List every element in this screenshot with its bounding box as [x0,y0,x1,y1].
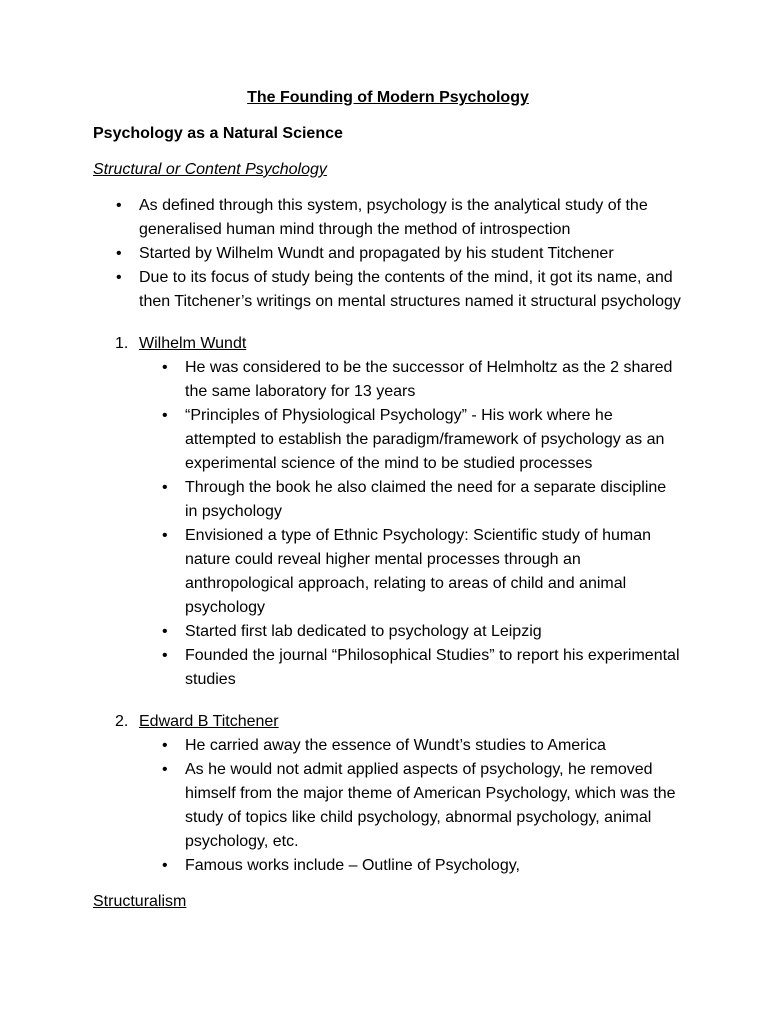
bullet-icon: • [162,761,168,778]
bullet-icon: • [116,245,122,262]
document-page [93,86,683,914]
list-item [93,734,683,758]
person-heading [93,332,683,356]
list-item-text: He was considered to be the successor of Helmholtz as the 2 shared the same laboratory for 13 years [185,359,673,400]
bullet-icon: • [162,647,168,664]
person-points-list [93,356,683,692]
person-points-list [93,734,683,878]
list-number: 1. [115,335,129,352]
list-item [93,854,683,878]
bullet-icon: • [162,737,168,754]
list-item [93,644,683,692]
list-item-text: As he would not admit applied aspects of psychology, he removed himself from the major theme of American Psychology, which was the study of topics like child psychology, abnormal psychology, animal psychology, etc. [185,761,676,850]
list-item-text: Famous works include – Outline of Psychology, [185,857,520,874]
bullet-icon: • [162,623,168,640]
list-item [93,620,683,644]
list-item-text: As defined through this system, psychology is the analytical study of the generalised human mind through the method of introspection [139,197,648,238]
bullet-icon: • [116,269,122,286]
bullet-icon: • [162,359,168,376]
list-item-text: Started first lab dedicated to psychology at Leipzig [185,623,542,640]
list-item [93,266,683,314]
bullet-icon: • [162,857,168,874]
list-item-text: Founded the journal “Philosophical Studies” to report his experimental studies [185,647,680,688]
document-title: The Founding of Modern Psychology [247,89,529,106]
person-name: Wilhelm Wundt [139,335,247,352]
section-subheading: Structural or Content Psychology [93,161,327,178]
person-heading [93,710,683,734]
bullet-icon: • [162,407,168,424]
person-section-titchener [93,710,683,878]
section-heading: Psychology as a Natural Science [93,125,343,142]
person-name: Edward B Titchener [139,713,279,730]
bullet-icon: • [162,479,168,496]
list-item-text: Envisioned a type of Ethnic Psychology: Scientific study of human nature could reveal higher mental processes through an anthropological approach, relating to areas of child and animal psychology [185,527,652,616]
list-item-text: Started by Wilhelm Wundt and propagated by his student Titchener [139,245,614,262]
list-item [93,194,683,242]
list-item [93,356,683,404]
list-item-text: “Principles of Physiological Psychology” - His work where he attempted to establish the paradigm/framework of psychology as an experimental science of the mind to be studied processes [185,407,665,472]
person-section-wundt [93,332,683,692]
list-item [93,242,683,266]
structuralism-heading: Structuralism [93,893,187,910]
intro-bullet-list [93,194,683,314]
list-item [93,524,683,620]
list-item [93,476,683,524]
list-item [93,404,683,476]
list-number: 2. [115,713,129,730]
list-item-text: Due to its focus of study being the contents of the mind, it got its name, and then Titchener’s writings on mental structures named it structural psychology [139,269,681,310]
people-numbered-list [93,332,683,878]
bullet-icon: • [162,527,168,544]
bullet-icon: • [116,197,122,214]
list-item-text: He carried away the essence of Wundt’s studies to America [185,737,606,754]
list-item-text: Through the book he also claimed the need for a separate discipline in psychology [185,479,667,520]
list-item [93,758,683,854]
